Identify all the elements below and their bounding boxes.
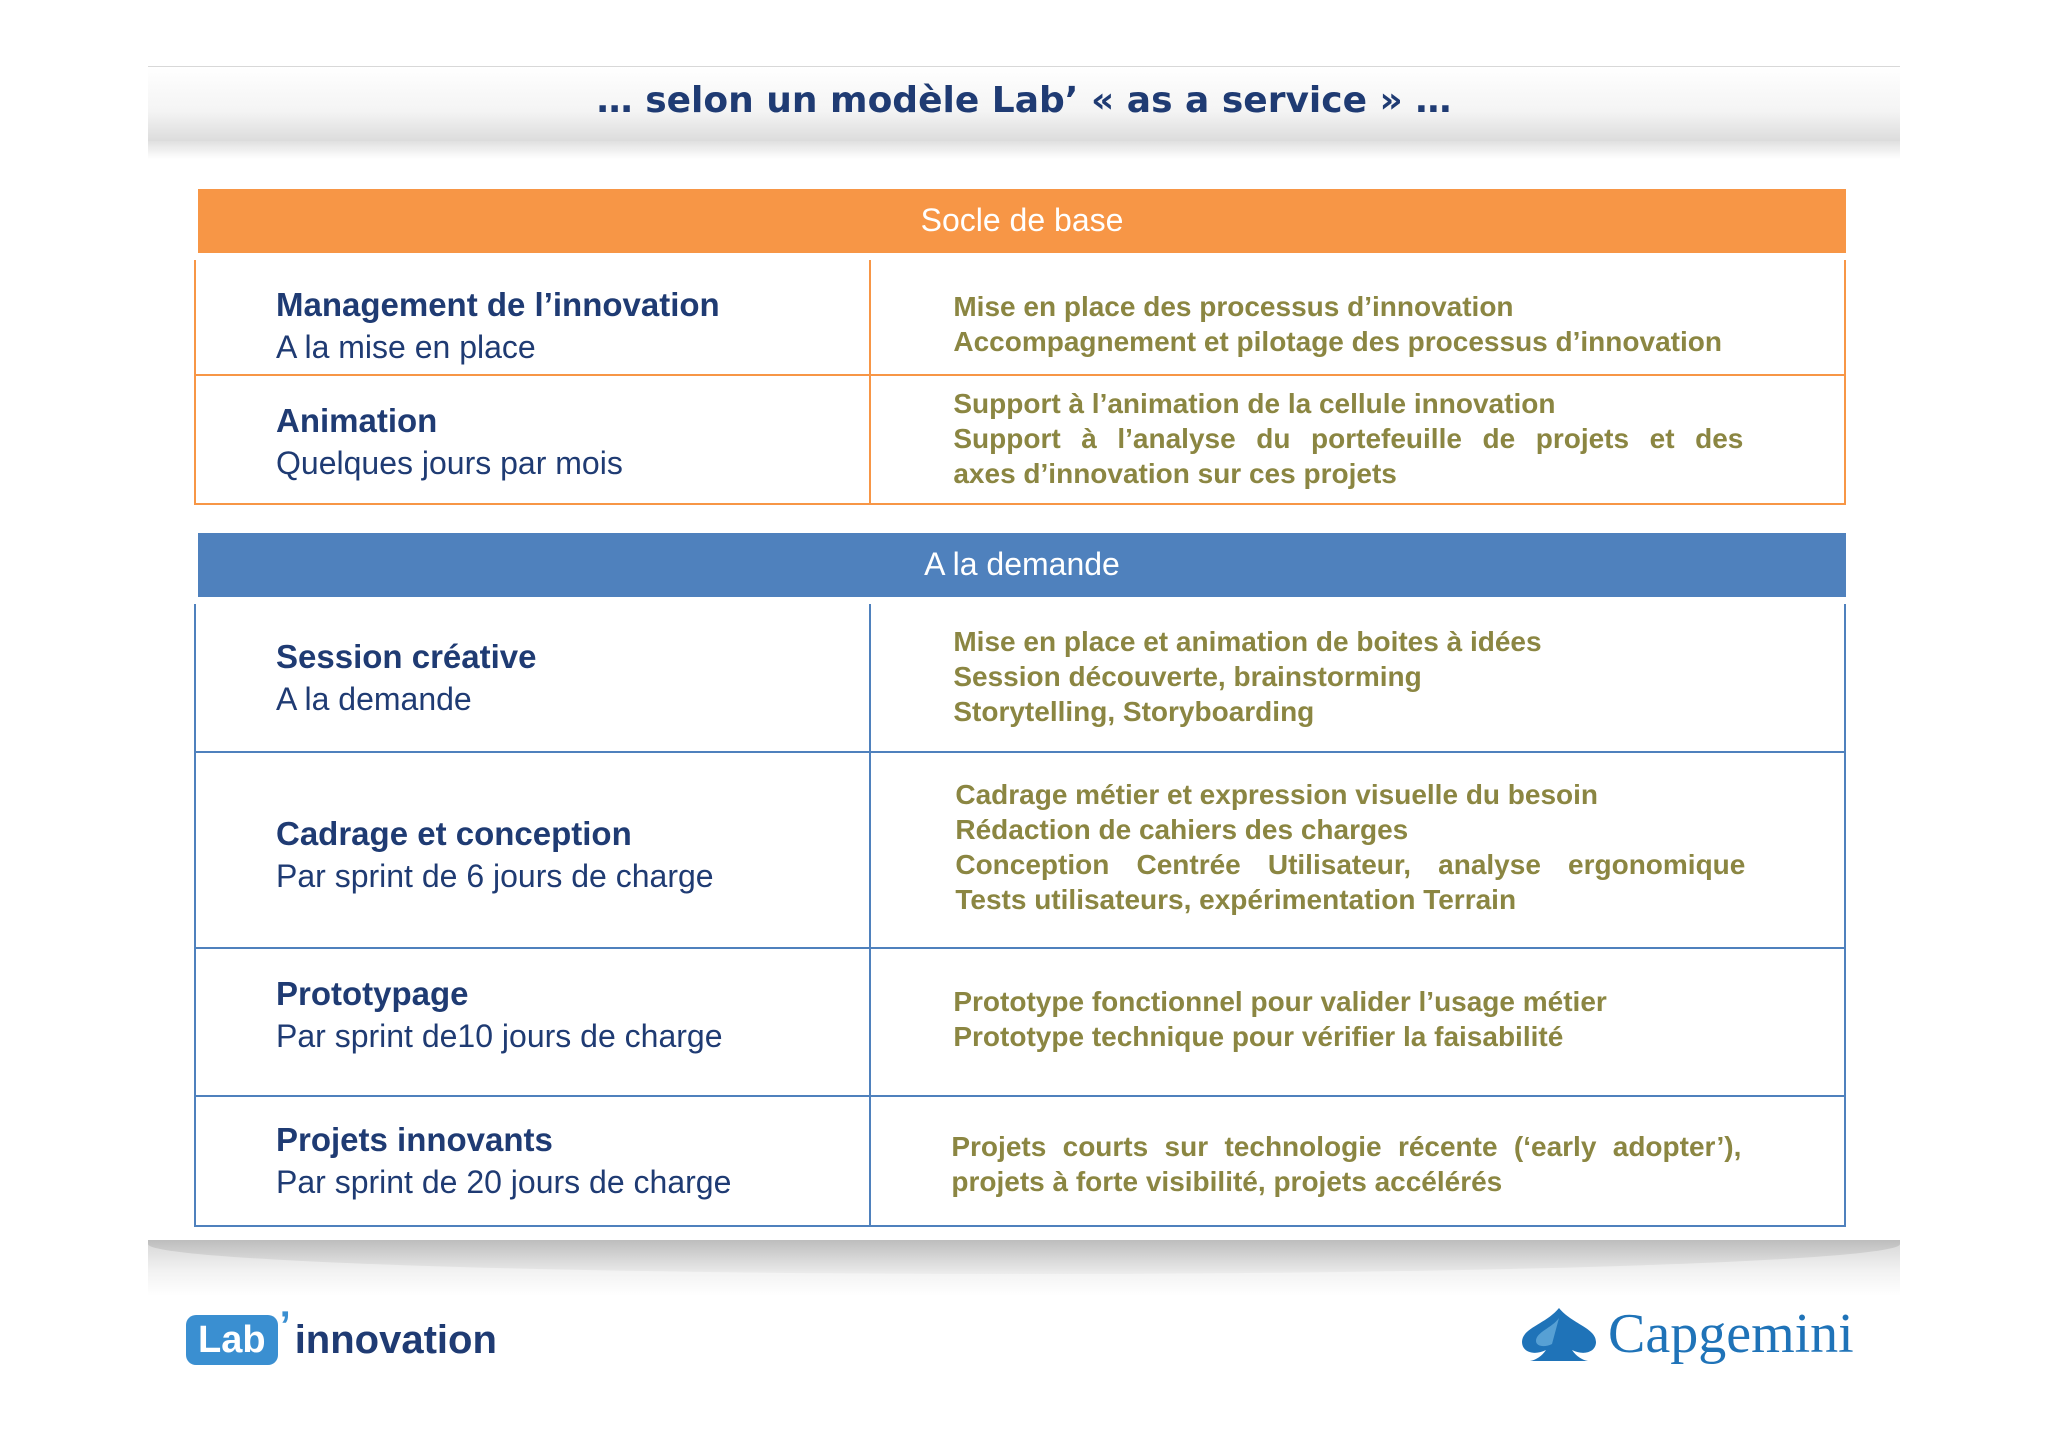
table-row <box>194 1095 1846 1227</box>
service-name: Session créative <box>276 638 537 675</box>
capgemini-logo <box>1516 1302 1854 1366</box>
row-label-cell <box>196 604 871 751</box>
detail-line: Support à l’animation de la cellule innovation <box>953 388 1556 419</box>
row-label-cell <box>196 260 871 374</box>
detail-line: Accompagnement et pilotage des processus d’innovation <box>953 326 1722 357</box>
row-detail-cell <box>871 376 1844 503</box>
service-frequency: Par sprint de 20 jours de charge <box>276 1164 732 1200</box>
capgemini-logo-text: Capgemini <box>1608 1303 1854 1365</box>
row-label-cell <box>196 949 871 1095</box>
detail-line: Prototype technique pour vérifier la faisabilité <box>953 1021 1564 1052</box>
service-name: Animation <box>276 402 438 439</box>
lab-innovation-logo <box>186 1303 497 1368</box>
row-detail-cell <box>871 753 1844 947</box>
demande-table <box>194 604 1846 1227</box>
service-name: Cadrage et conception <box>276 815 632 852</box>
lab-logo-box: Lab <box>186 1315 278 1365</box>
section-header-socle: Socle de base <box>198 189 1846 253</box>
detail-line: Prototype fonctionnel pour valider l’usage métier <box>953 986 1607 1017</box>
detail-line: Tests utilisateurs, expérimentation Terrain <box>955 884 1517 915</box>
service-frequency: A la mise en place <box>276 329 536 365</box>
lab-logo-text: innovation <box>294 1317 497 1362</box>
detail-line: Rédaction de cahiers des charges <box>955 814 1409 845</box>
section-header-demande: A la demande <box>198 533 1846 597</box>
detail-line: Storytelling, Storyboarding <box>953 696 1315 727</box>
page-title: … selon un modèle Lab’ « as a service » … <box>596 80 1452 121</box>
service-name: Prototypage <box>276 975 469 1012</box>
detail-line: Mise en place et animation de boites à idées <box>953 626 1542 657</box>
detail-line: Conception Centrée Utilisateur, analyse ergonomique <box>955 849 1746 880</box>
row-detail-cell <box>871 949 1844 1095</box>
row-detail-cell <box>871 604 1844 751</box>
detail-line: Session découverte, brainstorming <box>953 661 1422 692</box>
detail-line: projets à forte visibilité, projets accélérés <box>951 1166 1503 1197</box>
service-name: Projets innovants <box>276 1121 553 1158</box>
service-frequency: Par sprint de10 jours de charge <box>276 1018 723 1054</box>
table-row <box>194 947 1846 1095</box>
row-detail-cell <box>871 260 1844 374</box>
socle-table <box>194 260 1846 505</box>
service-name: Management de l’innovation <box>276 286 720 323</box>
row-label-cell <box>196 753 871 947</box>
service-frequency: Quelques jours par mois <box>276 445 623 481</box>
detail-line: Mise en place des processus d’innovation <box>953 291 1514 322</box>
table-row <box>194 374 1846 505</box>
detail-line: Projets courts sur technologie récente (‘early adopter’), <box>951 1131 1742 1162</box>
table-row <box>194 751 1846 947</box>
spade-icon <box>1516 1304 1602 1364</box>
detail-line: axes d’innovation sur ces projets <box>953 458 1397 489</box>
row-detail-cell <box>871 1097 1844 1225</box>
detail-line: Support à l’analyse du portefeuille de projets et des <box>953 423 1744 454</box>
lab-logo-apostrophe: ’ <box>279 1303 291 1348</box>
service-frequency: Par sprint de 6 jours de charge <box>276 858 714 894</box>
table-row <box>194 604 1846 751</box>
table-row <box>194 260 1846 374</box>
detail-line: Cadrage métier et expression visuelle du besoin <box>955 779 1599 810</box>
row-label-cell <box>196 1097 871 1225</box>
service-frequency: A la demande <box>276 681 472 717</box>
row-label-cell <box>196 376 871 503</box>
